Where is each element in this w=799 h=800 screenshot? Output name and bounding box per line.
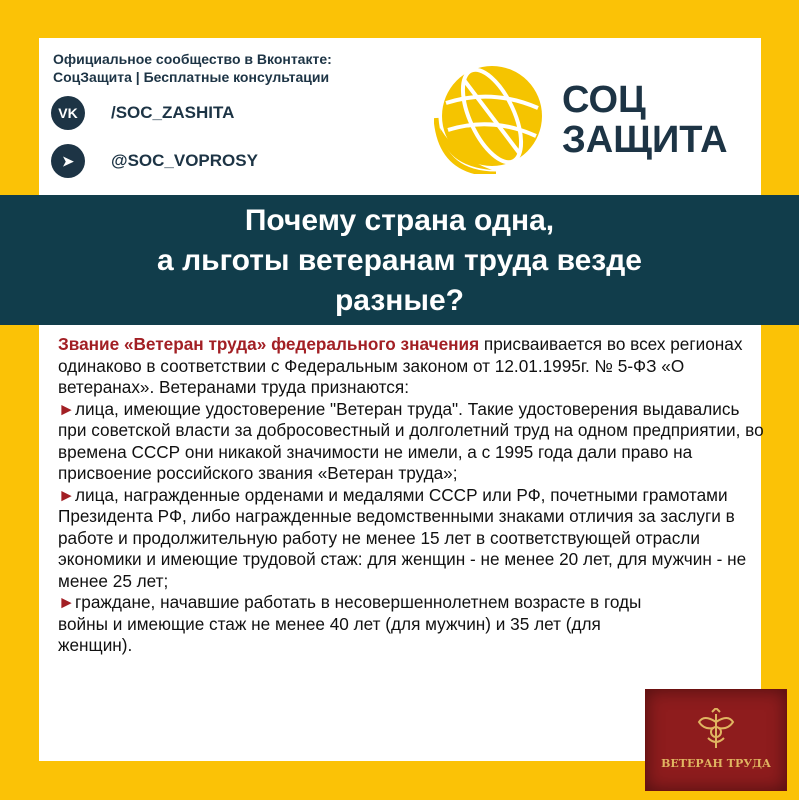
vk-handle[interactable]: /SOC_ZASHITA xyxy=(111,103,235,122)
intro-highlight: Звание «Ветеран труда» федерального значения xyxy=(58,334,480,354)
intro-rest: присваивается во всех регионах одинаково в соответствии с Федеральным законом от 12.01.1995г. № 5-ФЗ «О ветеранах». Ветеранами труда признаются: xyxy=(58,334,743,397)
double-eagle-emblem-icon xyxy=(696,708,736,752)
bullet-marker-icon: ► xyxy=(58,592,76,612)
brand-logo xyxy=(434,58,734,178)
bullet-item xyxy=(58,399,770,485)
globe-icon xyxy=(434,58,550,174)
brand-name xyxy=(562,80,728,160)
veteran-certificate-image xyxy=(645,689,787,791)
bullet-item xyxy=(58,485,770,593)
brand-line2: ЗАЩИТА xyxy=(562,119,728,161)
brand-line1: СОЦ xyxy=(562,79,646,121)
social-telegram[interactable] xyxy=(51,144,258,178)
bullet-marker-icon: ► xyxy=(58,398,76,419)
telegram-icon: ➤ xyxy=(51,144,85,178)
community-info xyxy=(53,50,332,86)
telegram-handle[interactable]: @SOC_VOPROSY xyxy=(111,151,258,170)
header xyxy=(39,38,761,195)
article-body xyxy=(58,334,770,657)
bullet-marker-icon: ► xyxy=(58,484,76,505)
social-vk[interactable] xyxy=(51,96,234,130)
vk-icon: VK xyxy=(51,96,85,130)
title-line1: Почему страна одна, xyxy=(244,204,555,237)
community-line2: СоцЗащита | Бесплатные консультации xyxy=(53,69,330,85)
bullet-text: лица, награжденные орденами и медалями СССР или РФ, почетными грамотами Президента РФ, либо награжденные ведомственными знаками отличия за заслуги в работе и продолжительную работу не менее 15 лет в соответствующей отрасли экономики и имеющие трудовой стаж: для женщин - не менее 20 лет, для мужчин - не менее 25 лет; xyxy=(58,484,747,591)
title-line3: разные? xyxy=(334,284,465,317)
community-line1: Официальное сообщество в Вконтакте: xyxy=(53,51,332,67)
bullet-text: граждане, начавшие работать в несовершеннолетнем возрасте в годы войны и имеющие стаж не менее 40 лет (для мужчин) и 35 лет (для женщин). xyxy=(58,592,642,655)
bullet-text: лица, имеющие удостоверение "Ветеран труда". Такие удостоверения выдавались при советской власти за добросовестный и долголетний труд на одном предприятии, во времена СССР они никакой значимости не имели, а с 1995 года дали право на присвоение российского звания «Ветеран труда»; xyxy=(58,398,764,483)
intro-paragraph xyxy=(58,334,770,399)
certificate-label: ВЕТЕРАН ТРУДА xyxy=(661,757,771,770)
bullet-item xyxy=(58,592,643,657)
page-title xyxy=(0,195,799,321)
title-line2: а льготы ветеранам труда везде xyxy=(157,244,642,277)
